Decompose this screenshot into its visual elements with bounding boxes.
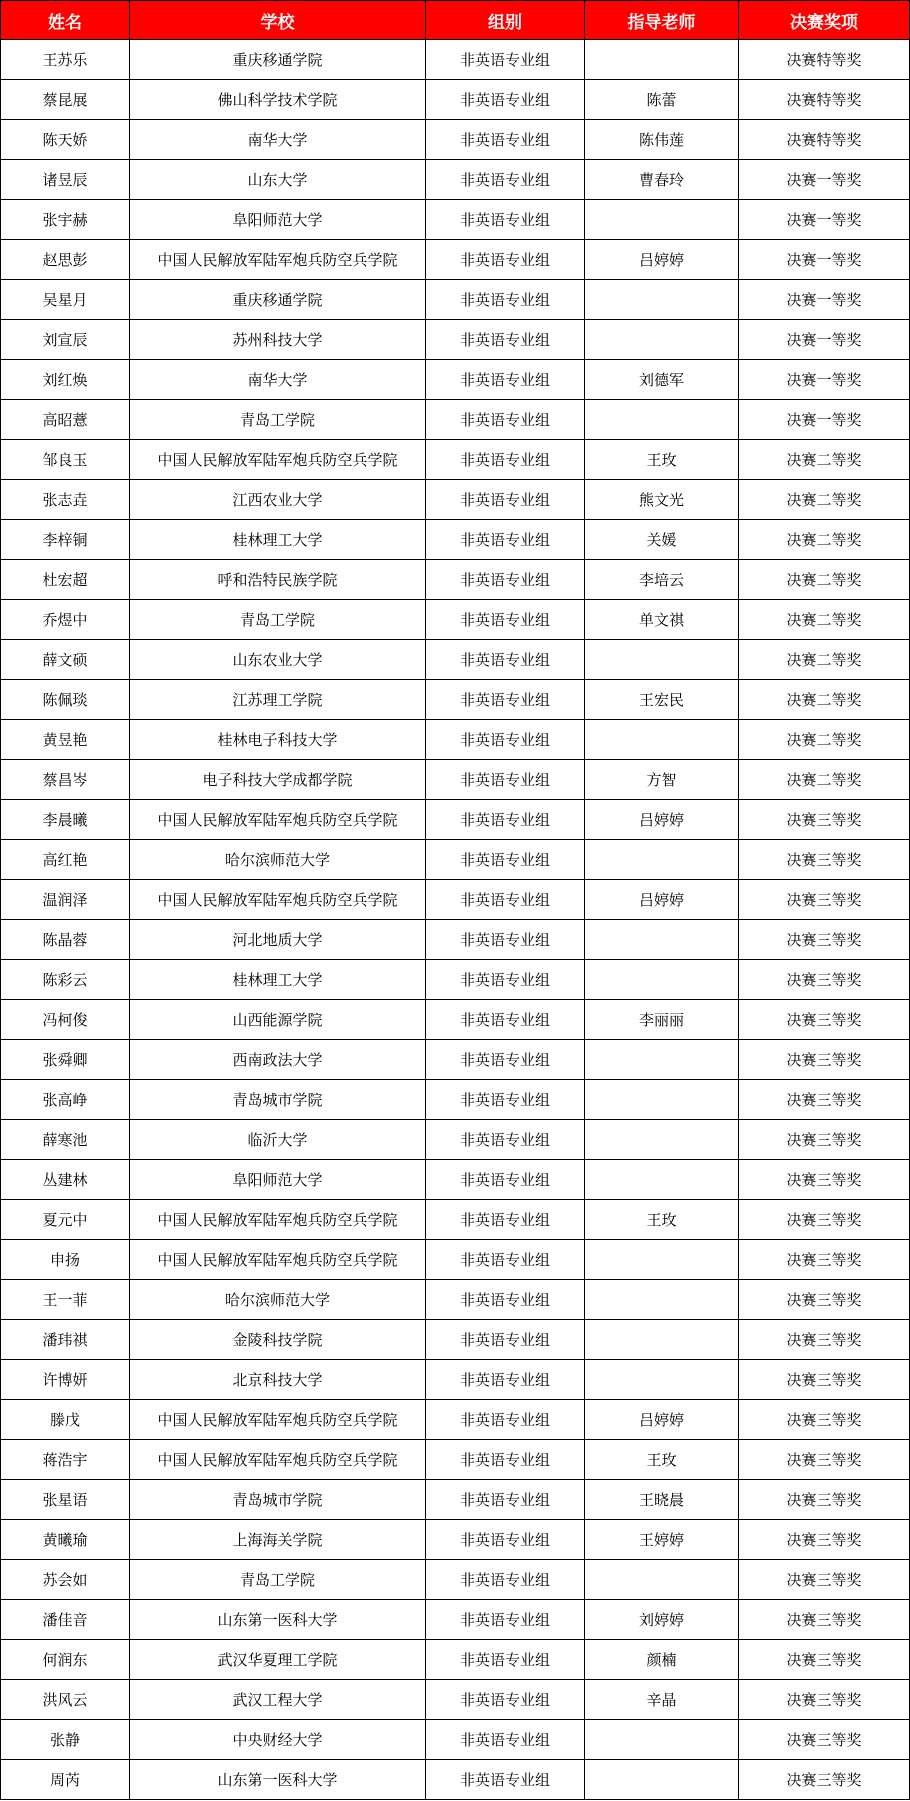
cell-school: 电子科技大学成都学院 <box>130 760 426 800</box>
table-row <box>1 1120 910 1160</box>
table-row <box>1 1520 910 1560</box>
cell-name: 张舜卿 <box>1 1040 130 1080</box>
cell-advisor <box>585 1120 739 1160</box>
cell-name: 苏会如 <box>1 1560 130 1600</box>
table-row <box>1 1280 910 1320</box>
cell-advisor: 单文祺 <box>585 600 739 640</box>
cell-name: 陈天娇 <box>1 120 130 160</box>
cell-group: 非英语专业组 <box>426 600 585 640</box>
cell-school: 江西农业大学 <box>130 480 426 520</box>
cell-advisor: 方智 <box>585 760 739 800</box>
table-row <box>1 1640 910 1680</box>
table-row <box>1 960 910 1000</box>
cell-group: 非英语专业组 <box>426 80 585 120</box>
cell-advisor <box>585 1360 739 1400</box>
cell-award: 决赛特等奖 <box>739 120 910 160</box>
cell-school: 山东第一医科大学 <box>130 1600 426 1640</box>
cell-award: 决赛三等奖 <box>739 840 910 880</box>
cell-name: 黄昱艳 <box>1 720 130 760</box>
cell-group: 非英语专业组 <box>426 840 585 880</box>
table-row <box>1 80 910 120</box>
cell-advisor: 曹春玲 <box>585 160 739 200</box>
cell-award: 决赛二等奖 <box>739 760 910 800</box>
cell-award: 决赛三等奖 <box>739 1240 910 1280</box>
cell-award: 决赛一等奖 <box>739 280 910 320</box>
cell-name: 许博妍 <box>1 1360 130 1400</box>
cell-group: 非英语专业组 <box>426 1360 585 1400</box>
cell-school: 中国人民解放军陆军炮兵防空兵学院 <box>130 440 426 480</box>
cell-advisor <box>585 1280 739 1320</box>
cell-award: 决赛一等奖 <box>739 320 910 360</box>
cell-advisor: 吕婷婷 <box>585 800 739 840</box>
cell-group: 非英语专业组 <box>426 1080 585 1120</box>
cell-name: 蔡昆展 <box>1 80 130 120</box>
table-row <box>1 640 910 680</box>
cell-name: 潘玮祺 <box>1 1320 130 1360</box>
cell-name: 陈佩琰 <box>1 680 130 720</box>
cell-name: 张星语 <box>1 1480 130 1520</box>
cell-name: 黄曦瑜 <box>1 1520 130 1560</box>
cell-advisor <box>585 280 739 320</box>
table-row <box>1 760 910 800</box>
table-row <box>1 400 910 440</box>
table-body <box>1 40 910 1800</box>
table-row <box>1 1600 910 1640</box>
cell-name: 滕戊 <box>1 1400 130 1440</box>
cell-school: 武汉华夏理工学院 <box>130 1640 426 1680</box>
cell-name: 杜宏超 <box>1 560 130 600</box>
cell-award: 决赛特等奖 <box>739 40 910 80</box>
table-row <box>1 920 910 960</box>
table-row <box>1 880 910 920</box>
cell-group: 非英语专业组 <box>426 760 585 800</box>
cell-award: 决赛特等奖 <box>739 80 910 120</box>
cell-school: 中国人民解放军陆军炮兵防空兵学院 <box>130 1400 426 1440</box>
cell-group: 非英语专业组 <box>426 360 585 400</box>
cell-group: 非英语专业组 <box>426 1640 585 1680</box>
cell-group: 非英语专业组 <box>426 1120 585 1160</box>
cell-group: 非英语专业组 <box>426 1480 585 1520</box>
table-row <box>1 1560 910 1600</box>
table-row <box>1 680 910 720</box>
cell-advisor <box>585 1760 739 1800</box>
cell-school: 山西能源学院 <box>130 1000 426 1040</box>
header-row <box>1 1 910 40</box>
cell-advisor <box>585 1720 739 1760</box>
cell-group: 非英语专业组 <box>426 1440 585 1480</box>
cell-group: 非英语专业组 <box>426 1760 585 1800</box>
cell-group: 非英语专业组 <box>426 200 585 240</box>
cell-award: 决赛三等奖 <box>739 1280 910 1320</box>
cell-group: 非英语专业组 <box>426 1400 585 1440</box>
cell-school: 金陵科技学院 <box>130 1320 426 1360</box>
table-row <box>1 1080 910 1120</box>
cell-advisor <box>585 920 739 960</box>
cell-award: 决赛三等奖 <box>739 1480 910 1520</box>
cell-award: 决赛三等奖 <box>739 1720 910 1760</box>
cell-award: 决赛二等奖 <box>739 480 910 520</box>
cell-award: 决赛三等奖 <box>739 1560 910 1600</box>
cell-group: 非英语专业组 <box>426 1200 585 1240</box>
cell-advisor: 刘婷婷 <box>585 1600 739 1640</box>
cell-advisor: 辛晶 <box>585 1680 739 1720</box>
cell-award: 决赛二等奖 <box>739 680 910 720</box>
table-row <box>1 1000 910 1040</box>
cell-school: 山东农业大学 <box>130 640 426 680</box>
cell-award: 决赛三等奖 <box>739 1200 910 1240</box>
cell-school: 南华大学 <box>130 360 426 400</box>
cell-group: 非英语专业组 <box>426 920 585 960</box>
cell-name: 诸昱辰 <box>1 160 130 200</box>
cell-award: 决赛三等奖 <box>739 1440 910 1480</box>
cell-award: 决赛一等奖 <box>739 400 910 440</box>
cell-name: 丛建林 <box>1 1160 130 1200</box>
table-row <box>1 1480 910 1520</box>
cell-group: 非英语专业组 <box>426 680 585 720</box>
cell-school: 西南政法大学 <box>130 1040 426 1080</box>
cell-award: 决赛一等奖 <box>739 240 910 280</box>
cell-school: 河北地质大学 <box>130 920 426 960</box>
cell-advisor: 王晓晨 <box>585 1480 739 1520</box>
cell-group: 非英语专业组 <box>426 480 585 520</box>
cell-advisor: 陈伟莲 <box>585 120 739 160</box>
cell-school: 青岛工学院 <box>130 400 426 440</box>
cell-advisor: 吕婷婷 <box>585 1400 739 1440</box>
cell-name: 陈晶蓉 <box>1 920 130 960</box>
table-row <box>1 800 910 840</box>
cell-group: 非英语专业组 <box>426 120 585 160</box>
cell-school: 中国人民解放军陆军炮兵防空兵学院 <box>130 1200 426 1240</box>
cell-award: 决赛三等奖 <box>739 1760 910 1800</box>
cell-school: 中国人民解放军陆军炮兵防空兵学院 <box>130 240 426 280</box>
cell-name: 王一菲 <box>1 1280 130 1320</box>
cell-school: 临沂大学 <box>130 1120 426 1160</box>
cell-award: 决赛二等奖 <box>739 520 910 560</box>
cell-group: 非英语专业组 <box>426 1600 585 1640</box>
cell-group: 非英语专业组 <box>426 400 585 440</box>
cell-school: 北京科技大学 <box>130 1360 426 1400</box>
cell-advisor: 王婷婷 <box>585 1520 739 1560</box>
cell-award: 决赛三等奖 <box>739 800 910 840</box>
cell-name: 张高峥 <box>1 1080 130 1120</box>
table-header <box>1 1 910 40</box>
table-row <box>1 1440 910 1480</box>
table-row <box>1 1320 910 1360</box>
cell-name: 张志垚 <box>1 480 130 520</box>
cell-advisor <box>585 320 739 360</box>
cell-award: 决赛二等奖 <box>739 600 910 640</box>
table-row <box>1 240 910 280</box>
table-row <box>1 320 910 360</box>
cell-school: 中国人民解放军陆军炮兵防空兵学院 <box>130 800 426 840</box>
cell-advisor <box>585 400 739 440</box>
table-row <box>1 120 910 160</box>
cell-award: 决赛三等奖 <box>739 1080 910 1120</box>
cell-name: 蔡昌岑 <box>1 760 130 800</box>
cell-school: 青岛城市学院 <box>130 1080 426 1120</box>
cell-group: 非英语专业组 <box>426 880 585 920</box>
cell-award: 决赛三等奖 <box>739 1520 910 1560</box>
cell-name: 刘红焕 <box>1 360 130 400</box>
cell-name: 李晨曦 <box>1 800 130 840</box>
cell-group: 非英语专业组 <box>426 280 585 320</box>
cell-group: 非英语专业组 <box>426 1680 585 1720</box>
cell-group: 非英语专业组 <box>426 960 585 1000</box>
cell-school: 中国人民解放军陆军炮兵防空兵学院 <box>130 1440 426 1480</box>
header-award: 决赛奖项 <box>739 1 910 40</box>
cell-school: 桂林理工大学 <box>130 520 426 560</box>
cell-group: 非英语专业组 <box>426 40 585 80</box>
cell-school: 重庆移通学院 <box>130 40 426 80</box>
cell-award: 决赛二等奖 <box>739 560 910 600</box>
table-row <box>1 560 910 600</box>
cell-school: 山东第一医科大学 <box>130 1760 426 1800</box>
cell-award: 决赛三等奖 <box>739 1040 910 1080</box>
table-row <box>1 360 910 400</box>
cell-group: 非英语专业组 <box>426 720 585 760</box>
cell-name: 邹良玉 <box>1 440 130 480</box>
table-row <box>1 520 910 560</box>
table-row <box>1 40 910 80</box>
cell-name: 冯柯俊 <box>1 1000 130 1040</box>
cell-name: 申扬 <box>1 1240 130 1280</box>
cell-group: 非英语专业组 <box>426 1720 585 1760</box>
table-row <box>1 1680 910 1720</box>
cell-school: 江苏理工学院 <box>130 680 426 720</box>
cell-group: 非英语专业组 <box>426 1000 585 1040</box>
cell-advisor: 李丽丽 <box>585 1000 739 1040</box>
table-row <box>1 1160 910 1200</box>
cell-school: 佛山科学技术学院 <box>130 80 426 120</box>
table-row <box>1 1240 910 1280</box>
cell-award: 决赛三等奖 <box>739 1320 910 1360</box>
table-row <box>1 600 910 640</box>
cell-school: 山东大学 <box>130 160 426 200</box>
cell-advisor: 陈蕾 <box>585 80 739 120</box>
cell-group: 非英语专业组 <box>426 800 585 840</box>
header-group: 组别 <box>426 1 585 40</box>
cell-school: 桂林电子科技大学 <box>130 720 426 760</box>
cell-name: 张宇赫 <box>1 200 130 240</box>
cell-school: 上海海关学院 <box>130 1520 426 1560</box>
cell-name: 高红艳 <box>1 840 130 880</box>
cell-advisor: 王宏民 <box>585 680 739 720</box>
cell-advisor: 刘德军 <box>585 360 739 400</box>
cell-name: 夏元中 <box>1 1200 130 1240</box>
table-row <box>1 840 910 880</box>
cell-advisor <box>585 1040 739 1080</box>
cell-name: 王苏乐 <box>1 40 130 80</box>
cell-advisor: 王玫 <box>585 440 739 480</box>
cell-award: 决赛三等奖 <box>739 1120 910 1160</box>
cell-name: 李梓铜 <box>1 520 130 560</box>
cell-name: 赵思彭 <box>1 240 130 280</box>
cell-award: 决赛三等奖 <box>739 1160 910 1200</box>
cell-award: 决赛三等奖 <box>739 960 910 1000</box>
cell-school: 重庆移通学院 <box>130 280 426 320</box>
cell-award: 决赛三等奖 <box>739 1400 910 1440</box>
cell-school: 武汉工程大学 <box>130 1680 426 1720</box>
cell-school: 南华大学 <box>130 120 426 160</box>
cell-group: 非英语专业组 <box>426 640 585 680</box>
cell-advisor <box>585 200 739 240</box>
cell-award: 决赛三等奖 <box>739 1360 910 1400</box>
cell-school: 哈尔滨师范大学 <box>130 1280 426 1320</box>
cell-advisor <box>585 720 739 760</box>
cell-award: 决赛二等奖 <box>739 440 910 480</box>
cell-advisor <box>585 40 739 80</box>
cell-award: 决赛三等奖 <box>739 920 910 960</box>
cell-group: 非英语专业组 <box>426 1280 585 1320</box>
cell-award: 决赛一等奖 <box>739 360 910 400</box>
header-school: 学校 <box>130 1 426 40</box>
cell-group: 非英语专业组 <box>426 1160 585 1200</box>
table-row <box>1 1200 910 1240</box>
cell-group: 非英语专业组 <box>426 1040 585 1080</box>
cell-advisor <box>585 640 739 680</box>
cell-advisor <box>585 960 739 1000</box>
cell-group: 非英语专业组 <box>426 1520 585 1560</box>
cell-group: 非英语专业组 <box>426 1240 585 1280</box>
cell-school: 苏州科技大学 <box>130 320 426 360</box>
cell-award: 决赛三等奖 <box>739 1600 910 1640</box>
cell-school: 青岛城市学院 <box>130 1480 426 1520</box>
cell-advisor <box>585 1160 739 1200</box>
cell-name: 薛文硕 <box>1 640 130 680</box>
cell-group: 非英语专业组 <box>426 520 585 560</box>
cell-advisor <box>585 1240 739 1280</box>
cell-advisor <box>585 1560 739 1600</box>
cell-school: 中国人民解放军陆军炮兵防空兵学院 <box>130 1240 426 1280</box>
table-row <box>1 1400 910 1440</box>
table-row <box>1 1040 910 1080</box>
cell-name: 温润泽 <box>1 880 130 920</box>
cell-group: 非英语专业组 <box>426 1560 585 1600</box>
header-name: 姓名 <box>1 1 130 40</box>
cell-name: 陈彩云 <box>1 960 130 1000</box>
cell-school: 青岛工学院 <box>130 1560 426 1600</box>
cell-advisor: 王玫 <box>585 1440 739 1480</box>
cell-group: 非英语专业组 <box>426 1320 585 1360</box>
cell-advisor <box>585 1320 739 1360</box>
cell-advisor: 颜楠 <box>585 1640 739 1680</box>
cell-school: 青岛工学院 <box>130 600 426 640</box>
cell-award: 决赛三等奖 <box>739 1680 910 1720</box>
cell-advisor <box>585 840 739 880</box>
cell-group: 非英语专业组 <box>426 320 585 360</box>
cell-award: 决赛三等奖 <box>739 1640 910 1680</box>
table-row <box>1 1720 910 1760</box>
cell-name: 乔煜中 <box>1 600 130 640</box>
cell-group: 非英语专业组 <box>426 240 585 280</box>
cell-school: 桂林理工大学 <box>130 960 426 1000</box>
cell-school: 中国人民解放军陆军炮兵防空兵学院 <box>130 880 426 920</box>
cell-advisor: 吕婷婷 <box>585 880 739 920</box>
cell-name: 周芮 <box>1 1760 130 1800</box>
cell-award: 决赛三等奖 <box>739 1000 910 1040</box>
table-row <box>1 480 910 520</box>
cell-award: 决赛一等奖 <box>739 200 910 240</box>
cell-school: 中央财经大学 <box>130 1720 426 1760</box>
header-advisor: 指导老师 <box>585 1 739 40</box>
cell-name: 薛寒池 <box>1 1120 130 1160</box>
cell-group: 非英语专业组 <box>426 440 585 480</box>
cell-advisor: 熊文光 <box>585 480 739 520</box>
cell-name: 何润东 <box>1 1640 130 1680</box>
cell-award: 决赛二等奖 <box>739 640 910 680</box>
cell-group: 非英语专业组 <box>426 160 585 200</box>
cell-group: 非英语专业组 <box>426 560 585 600</box>
table-row <box>1 160 910 200</box>
cell-award: 决赛二等奖 <box>739 720 910 760</box>
cell-school: 呼和浩特民族学院 <box>130 560 426 600</box>
cell-school: 哈尔滨师范大学 <box>130 840 426 880</box>
cell-award: 决赛一等奖 <box>739 160 910 200</box>
cell-advisor: 吕婷婷 <box>585 240 739 280</box>
cell-name: 潘佳音 <box>1 1600 130 1640</box>
cell-name: 刘宣辰 <box>1 320 130 360</box>
cell-advisor: 李培云 <box>585 560 739 600</box>
cell-name: 高昭薏 <box>1 400 130 440</box>
cell-name: 张静 <box>1 1720 130 1760</box>
cell-name: 洪风云 <box>1 1680 130 1720</box>
cell-school: 阜阳师范大学 <box>130 200 426 240</box>
cell-award: 决赛三等奖 <box>739 880 910 920</box>
cell-advisor <box>585 1080 739 1120</box>
cell-school: 阜阳师范大学 <box>130 1160 426 1200</box>
table-row <box>1 1360 910 1400</box>
cell-advisor: 关媛 <box>585 520 739 560</box>
cell-advisor: 王玫 <box>585 1200 739 1240</box>
table-row <box>1 440 910 480</box>
cell-name: 吴星月 <box>1 280 130 320</box>
table-row <box>1 1760 910 1800</box>
cell-name: 蒋浩宇 <box>1 1440 130 1480</box>
table-row <box>1 280 910 320</box>
table-row <box>1 720 910 760</box>
table-row <box>1 200 910 240</box>
